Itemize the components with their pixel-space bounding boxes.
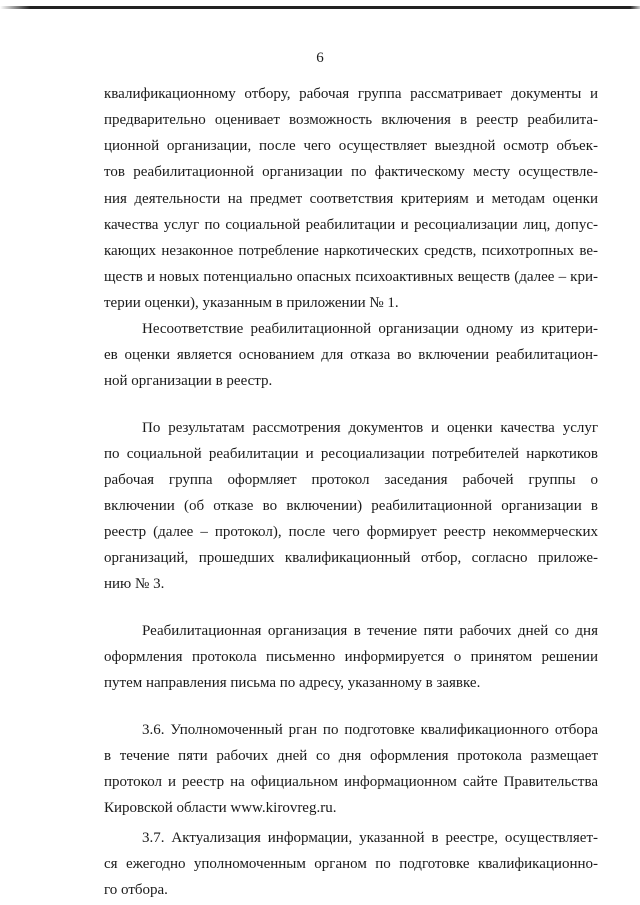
text-line: ной организации в реестр. (104, 373, 273, 389)
text-line: нию № 3. (104, 576, 165, 592)
text-line: тов реабилитационной организации по фактическому месту осуществле- (104, 164, 598, 180)
text-line: терии оценки), указанным в приложении № 1. (104, 295, 399, 311)
text-line: реестр (далее – протокол), после чего формирует реестр некоммерческих (104, 524, 598, 540)
text-line: ев оценки является основанием для отказа во включении реабилитацион- (104, 347, 598, 363)
text-line: организаций, прошедших квалификационный отбор, согласно приложе- (104, 550, 598, 566)
text-line: протокол и реестр на официальном информационном сайте Правительства (104, 774, 598, 790)
top-border-rule (0, 6, 640, 9)
text-line: квалификационному отбору, рабочая группа рассматривает документы и (104, 86, 598, 102)
text-line: 3.6. Уполномоченный рган по подготовке квалификационного отбора (142, 722, 598, 738)
text-line: включении (об отказе во включении) реабилитационной организации в (104, 498, 598, 514)
text-line: в течение пяти рабочих дней со дня оформления протокола размещает (104, 748, 598, 764)
text-line: ся ежегодно уполномоченным органом по подготовке квалификационно- (104, 856, 598, 872)
text-line: ществ и новых потенциально опасных психоактивных веществ (далее – кри- (104, 269, 598, 285)
text-line: ционной организации, после чего осуществляет выездной осмотр объек- (104, 138, 598, 154)
text-line: качества услуг по социальной реабилитации и ресоциализации лиц, допус- (104, 217, 598, 233)
text-line: Кировской области www.kirovreg.ru. (104, 800, 337, 816)
text-line: Реабилитационная организация в течение пяти рабочих дней со дня (142, 623, 598, 639)
text-line: рабочая группа оформляет протокол заседания рабочей группы о (104, 472, 598, 488)
text-line: Несоответствие реабилитационной организации одному из критери- (142, 321, 598, 337)
text-line: предварительно оценивает возможность включения в реестр реабилита- (104, 112, 598, 128)
text-line: 3.7. Актуализация информации, указанной в реестре, осуществляет- (142, 830, 598, 846)
text-line: оформления протокола письменно информируется о принятом решении (104, 649, 598, 665)
text-line: по социальной реабилитации и ресоциализации потребителей наркотиков (104, 446, 598, 462)
text-line: путем направления письма по адресу, указанному в заявке. (104, 675, 481, 691)
text-line: кающих незаконное потребление наркотических средств, психотропных ве- (104, 243, 598, 259)
text-line: По результатам рассмотрения документов и оценки качества услуг (142, 420, 598, 436)
text-line: ния деятельности на предмет соответствия критериям и методам оценки (104, 191, 598, 207)
text-line: го отбора. (104, 882, 168, 898)
page-number: 6 (316, 50, 324, 66)
